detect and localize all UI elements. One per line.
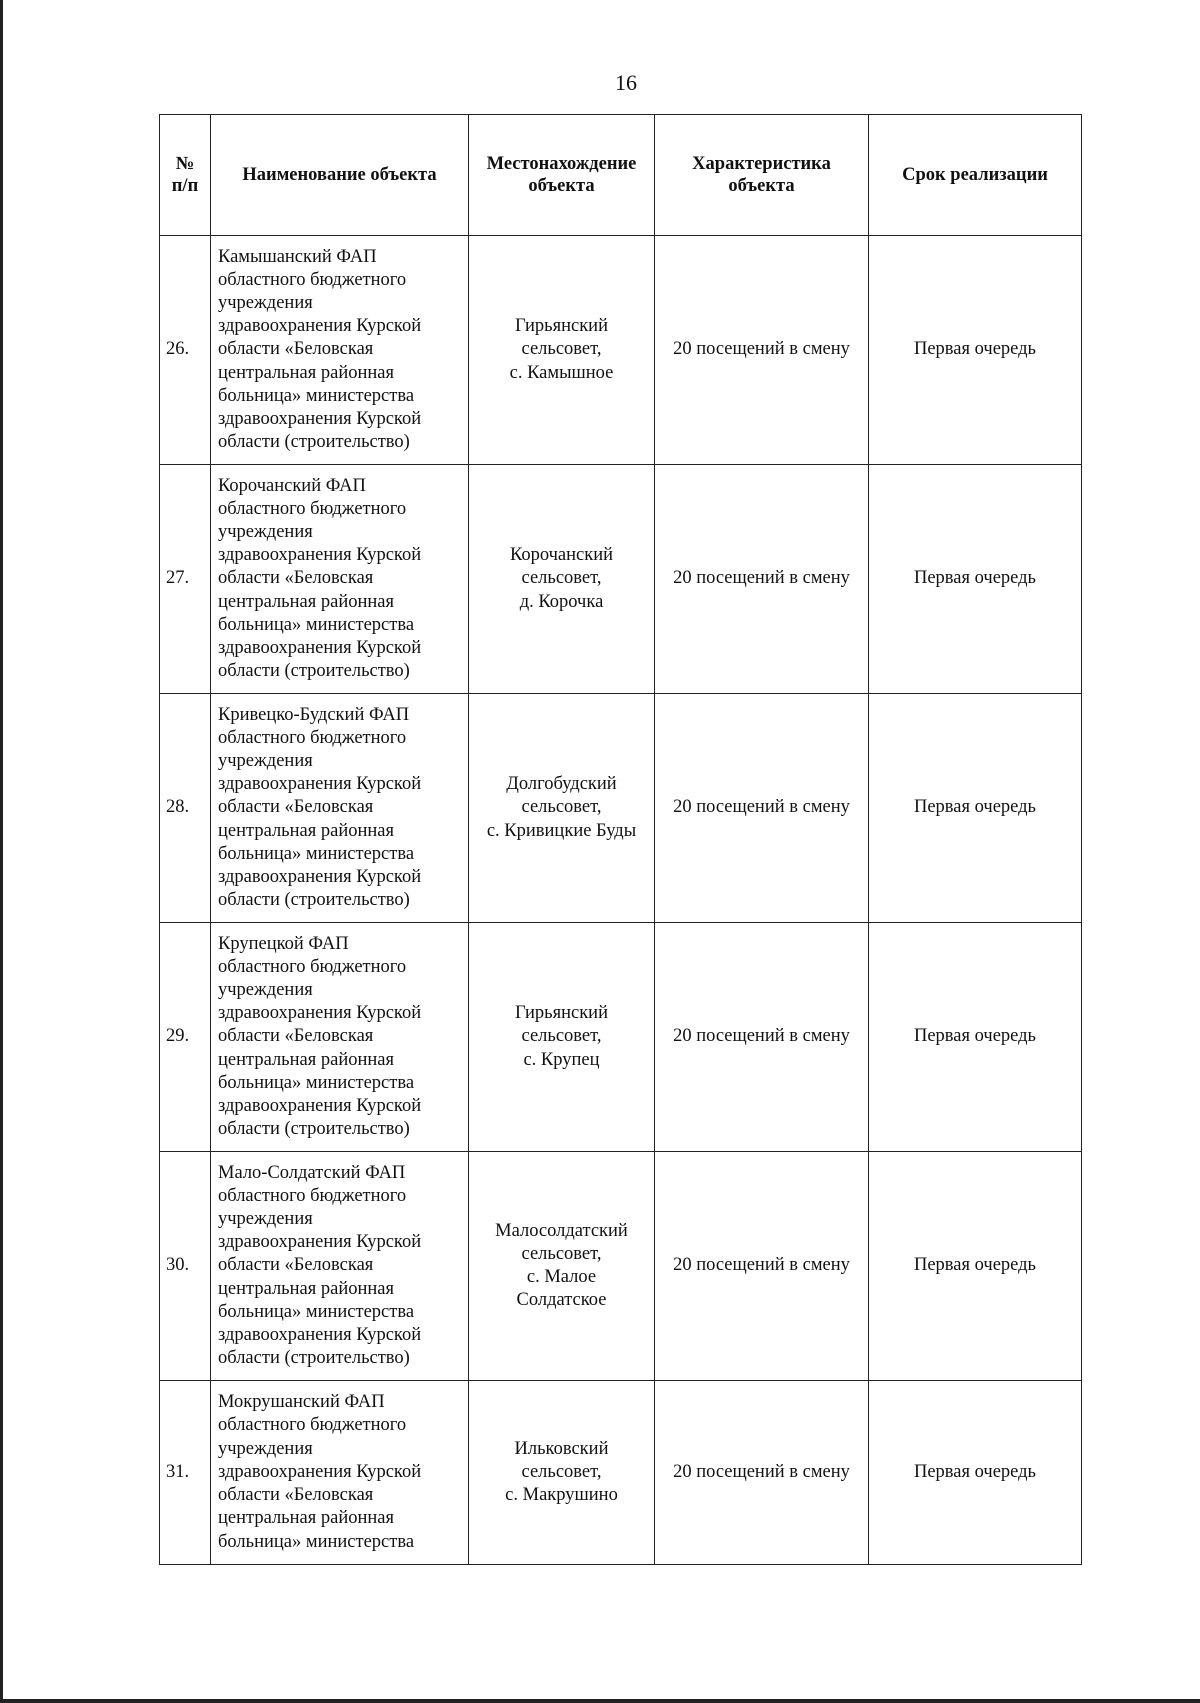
object-characteristic: 20 посещений в смену xyxy=(655,1152,869,1381)
object-name-line: Корочанский ФАП xyxy=(218,475,366,496)
object-characteristic: 20 посещений в смену xyxy=(655,465,869,694)
object-name-line: учреждения xyxy=(218,1208,313,1229)
object-location xyxy=(469,1381,655,1565)
object-characteristic: 20 посещений в смену xyxy=(655,236,869,465)
object-name-line: областного бюджетного xyxy=(218,727,407,748)
table-row xyxy=(160,694,1082,923)
object-name-line: центральная районная xyxy=(218,1049,394,1070)
implementation-term: Первая очередь xyxy=(869,236,1082,465)
object-name-line: Крупецкой ФАП xyxy=(218,933,349,954)
object-location-line: сельсовет, xyxy=(521,339,602,360)
header-term: Срок реализации xyxy=(869,115,1082,236)
object-name-line: областного бюджетного xyxy=(218,269,407,290)
object-location xyxy=(469,236,655,465)
object-name xyxy=(211,1152,469,1381)
table-row xyxy=(160,1152,1082,1381)
header-name: Наименование объекта xyxy=(211,115,469,236)
object-name-line: здравоохранения Курской xyxy=(218,1096,422,1116)
object-name-line: больница» министерства xyxy=(218,614,415,635)
object-name-line: областного бюджетного xyxy=(218,498,407,519)
scan-left-edge xyxy=(0,0,3,1703)
implementation-term: Первая очередь xyxy=(869,694,1082,923)
table-row xyxy=(160,236,1082,465)
object-name-line: здравоохранения Курской xyxy=(218,409,422,429)
object-name-line: здравоохранения Курской xyxy=(218,1461,422,1482)
object-location-line: с. Малое xyxy=(526,1267,597,1287)
object-name-line: центральная районная xyxy=(218,362,394,383)
object-location-line: с. Макрушино xyxy=(505,1485,618,1506)
object-name-line: области «Беловская xyxy=(218,1485,374,1506)
object-location-line: Гирьянский xyxy=(515,1003,608,1024)
object-name-line: центральная районная xyxy=(218,820,394,841)
object-location xyxy=(469,694,655,923)
object-name-line: областного бюджетного xyxy=(218,1415,407,1436)
object-characteristic: 20 посещений в смену xyxy=(655,694,869,923)
table-row xyxy=(160,465,1082,694)
object-name-line: здравоохранения Курской xyxy=(218,1232,422,1253)
object-name xyxy=(211,1381,469,1565)
object-name-line: области (строительство) xyxy=(218,1119,410,1140)
object-location-line: сельсовет, xyxy=(521,1243,602,1264)
scan-bottom-edge xyxy=(0,1699,1200,1703)
object-location xyxy=(469,465,655,694)
object-name-line: области (строительство) xyxy=(218,661,410,682)
object-location-line: сельсовет, xyxy=(521,568,602,589)
object-location-line: сельсовет, xyxy=(521,1461,602,1482)
object-name-line: области «Беловская xyxy=(218,339,374,360)
row-number: 27. xyxy=(160,465,211,694)
object-location-line: Солдатское xyxy=(516,1290,607,1311)
object-name-line: здравоохранения Курской xyxy=(218,638,422,658)
object-location xyxy=(469,1152,655,1381)
object-location-line: сельсовет, xyxy=(521,1026,602,1047)
header-location: Местонахождение объекта xyxy=(469,115,655,236)
object-name xyxy=(211,694,469,923)
object-location-line: д. Корочка xyxy=(519,591,604,612)
object-characteristic: 20 посещений в смену xyxy=(655,1381,869,1565)
object-name-line: области (строительство) xyxy=(218,432,410,453)
row-number: 30. xyxy=(160,1152,211,1381)
object-name-line: Мало-Солдатский ФАП xyxy=(218,1162,406,1183)
table-row xyxy=(160,1381,1082,1565)
object-name-line: области «Беловская xyxy=(218,1255,374,1276)
object-location-line: с. Камышное xyxy=(509,362,614,383)
object-name xyxy=(211,923,469,1152)
row-number: 29. xyxy=(160,923,211,1152)
table-row xyxy=(160,923,1082,1152)
row-number: 31. xyxy=(160,1381,211,1565)
object-name-line: области «Беловская xyxy=(218,568,374,589)
object-name-line: центральная районная xyxy=(218,1508,394,1529)
implementation-term: Первая очередь xyxy=(869,923,1082,1152)
object-name-line: областного бюджетного xyxy=(218,1185,407,1206)
object-name-line: здравоохранения Курской xyxy=(218,316,422,337)
object-location-line: с. Кривицкие Буды xyxy=(486,820,637,841)
object-name-line: больница» министерства xyxy=(218,385,415,406)
object-location-line: сельсовет, xyxy=(521,797,602,818)
implementation-term: Первая очередь xyxy=(869,1152,1082,1381)
object-location-line: с. Крупец xyxy=(523,1049,600,1070)
object-name-line: больница» министерства xyxy=(218,843,415,864)
header-num: № п/п xyxy=(160,115,211,236)
header-characteristic: Характеристика объекта xyxy=(655,115,869,236)
object-name xyxy=(211,236,469,465)
object-name-line: больница» министерства xyxy=(218,1531,415,1552)
object-location-line: Ильковский xyxy=(514,1438,609,1459)
object-name-line: Кривецко-Будский ФАП xyxy=(218,704,410,725)
object-location-line: Долгобудский xyxy=(506,774,617,795)
object-name-line: центральная районная xyxy=(218,1278,394,1299)
implementation-term: Первая очередь xyxy=(869,465,1082,694)
object-name-line: учреждения xyxy=(218,750,313,771)
object-characteristic: 20 посещений в смену xyxy=(655,923,869,1152)
object-name-line: здравоохранения Курской xyxy=(218,1325,422,1345)
table-body xyxy=(160,236,1082,1565)
object-name-line: больница» министерства xyxy=(218,1072,415,1093)
object-name-line: учреждения xyxy=(218,292,313,313)
page-number: 16 xyxy=(615,70,637,95)
object-name-line: учреждения xyxy=(218,979,313,1000)
object-location-line: Малосолдатский xyxy=(495,1220,628,1241)
object-name xyxy=(211,465,469,694)
object-location xyxy=(469,923,655,1152)
object-location-line: Гирьянский xyxy=(515,316,608,337)
object-name-line: области (строительство) xyxy=(218,890,410,911)
object-name-line: областного бюджетного xyxy=(218,956,407,977)
object-name-line: учреждения xyxy=(218,521,313,542)
object-name-line: здравоохранения Курской xyxy=(218,545,422,566)
object-name-line: области «Беловская xyxy=(218,797,374,818)
object-name-line: Мокрушанский ФАП xyxy=(218,1392,385,1413)
object-name-line: больница» министерства xyxy=(218,1301,415,1322)
object-name-line: Камышанский ФАП xyxy=(218,246,377,267)
object-name-line: области «Беловская xyxy=(218,1026,374,1047)
implementation-term: Первая очередь xyxy=(869,1381,1082,1565)
objects-table xyxy=(159,114,1082,1565)
object-name-line: здравоохранения Курской xyxy=(218,1003,422,1024)
object-name-line: области (строительство) xyxy=(218,1348,410,1369)
object-name-line: здравоохранения Курской xyxy=(218,774,422,795)
row-number: 28. xyxy=(160,694,211,923)
object-name-line: центральная районная xyxy=(218,591,394,612)
object-name-line: учреждения xyxy=(218,1438,313,1459)
table-header-row xyxy=(160,115,1082,236)
object-name-line: здравоохранения Курской xyxy=(218,867,422,887)
row-number: 26. xyxy=(160,236,211,465)
object-location-line: Корочанский xyxy=(509,545,614,566)
